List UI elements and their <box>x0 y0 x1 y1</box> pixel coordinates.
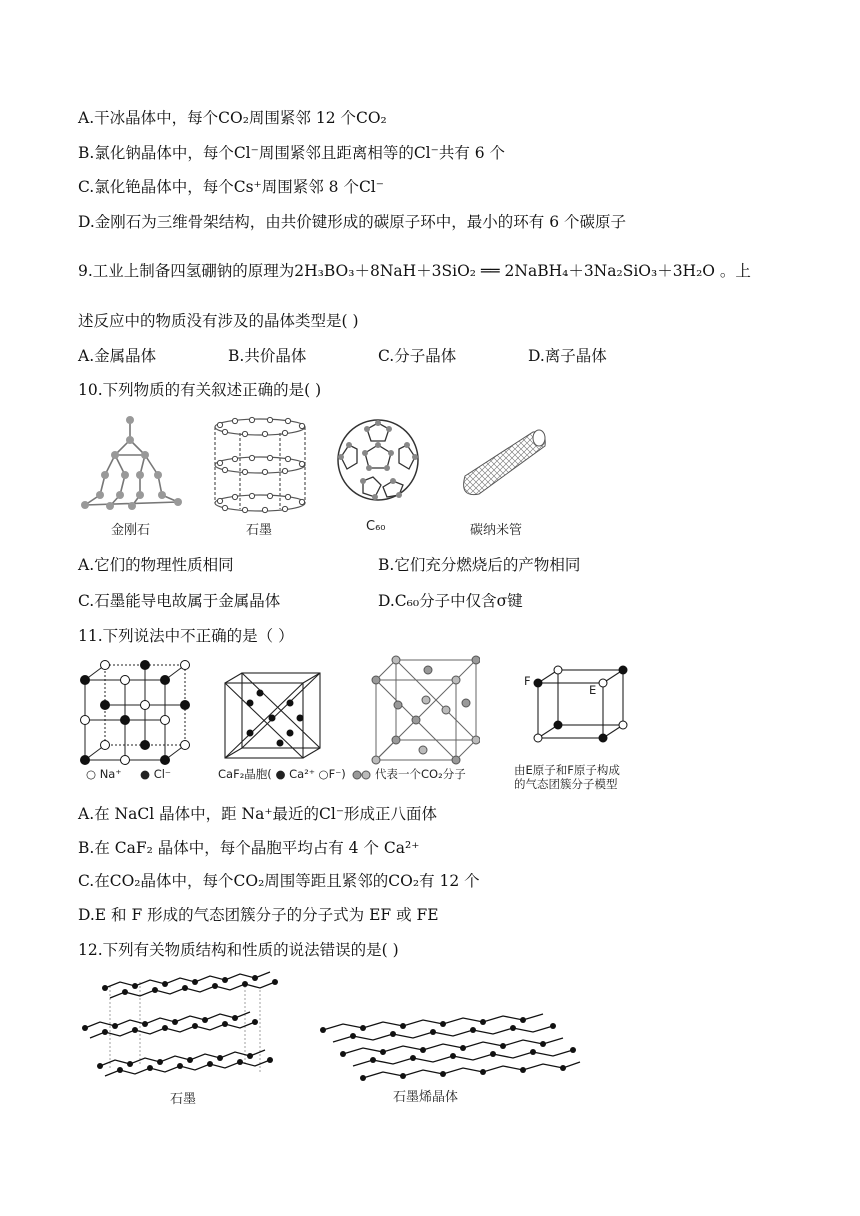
ef-label-e: E <box>589 683 597 697</box>
nacl-legend-na: ○ Na⁺ <box>86 767 122 781</box>
caf2-caption: CaF₂晶胞( ● Ca²⁺ ○F⁻) <box>218 767 346 781</box>
graphite-layers-figure <box>80 968 290 1086</box>
q10-option-c: C.石墨能导电故属于金属晶体 <box>78 592 281 610</box>
q11-stem: 11.下列说法中不正确的是（ ） <box>78 627 294 645</box>
q8-option-d: D.金刚石为三维骨架结构，由共价键形成的碳原子环中，最小的环有 6 个碳原子 <box>78 213 627 231</box>
q11-option-b: B.在 CaF₂ 晶体中，每个晶胞平均占有 4 个 Ca²⁺ <box>78 839 420 857</box>
caf2-unit-cell-figure <box>220 668 325 763</box>
diamond-label: 金刚石 <box>111 523 151 538</box>
q12-stem: 12.下列有关物质结构和性质的说法错误的是( ) <box>78 941 399 959</box>
diamond-structure-figure <box>80 410 190 520</box>
carbon-nanotube-figure <box>455 428 550 500</box>
q8-option-b: B.氯化钠晶体中，每个Cl⁻周围紧邻且距离相等的Cl⁻共有 6 个 <box>78 144 506 162</box>
c60-structure-figure <box>333 415 423 505</box>
ef-caption-line2: 的气态团簇分子模型 <box>514 777 618 791</box>
graphite-label: 石墨 <box>246 523 273 538</box>
nacl-legend-cl: ● Cl⁻ <box>140 767 171 781</box>
co2-caption: 代表一个CO₂分子 <box>375 767 466 781</box>
co2-unit-cell-figure <box>368 655 480 765</box>
q9-stem-line2: 述反应中的物质没有涉及的晶体类型是( ) <box>78 312 359 330</box>
q11-option-a: A.在 NaCl 晶体中，距 Na⁺最近的Cl⁻形成正八面体 <box>78 805 438 823</box>
ef-caption-line1: 由E原子和F原子构成 <box>514 763 620 777</box>
graphene-sheet-figure <box>318 1010 583 1082</box>
nacl-unit-cell-figure <box>80 660 195 765</box>
q11-option-c: C.在CO₂晶体中，每个CO₂周围等距且紧邻的CO₂有 12 个 <box>78 872 480 890</box>
q8-option-c: C.氯化铯晶体中，每个Cs⁺周围紧邻 8 个Cl⁻ <box>78 178 384 196</box>
q9-stem-line1: 9.工业上制备四氢硼钠的原理为2H₃BO₃＋8NaH＋3SiO₂ ══ 2NaBH₄＋3Na₂SiO₃＋3H₂O 。上 <box>78 262 751 280</box>
q10-option-d: D.C₆₀分子中仅含σ键 <box>378 592 523 610</box>
ef-cluster-model-figure <box>530 665 630 745</box>
q10-stem: 10.下列物质的有关叙述正确的是( ) <box>78 381 322 399</box>
q8-option-a: A.干冰晶体中，每个CO₂周围紧邻 12 个CO₂ <box>78 109 387 127</box>
q9-option-b: B.共价晶体 <box>228 347 307 365</box>
q11-option-d: D.E 和 F 形成的气态团簇分子的分子式为 EF 或 FE <box>78 906 439 924</box>
co2-legend-icon <box>352 770 374 780</box>
q9-option-d: D.离子晶体 <box>528 347 607 365</box>
q9-option-c: C.分子晶体 <box>378 347 457 365</box>
q10-option-b: B.它们充分燃烧后的产物相同 <box>378 556 581 574</box>
graphite-layers-label: 石墨 <box>170 1092 197 1107</box>
q9-option-a: A.金属晶体 <box>78 347 157 365</box>
graphene-label: 石墨烯晶体 <box>393 1090 459 1105</box>
nanotube-label: 碳纳米管 <box>470 523 523 538</box>
c60-label: C₆₀ <box>366 519 386 534</box>
ef-label-f: F <box>524 674 531 688</box>
q10-option-a: A.它们的物理性质相同 <box>78 556 234 574</box>
graphite-structure-figure <box>210 415 310 515</box>
